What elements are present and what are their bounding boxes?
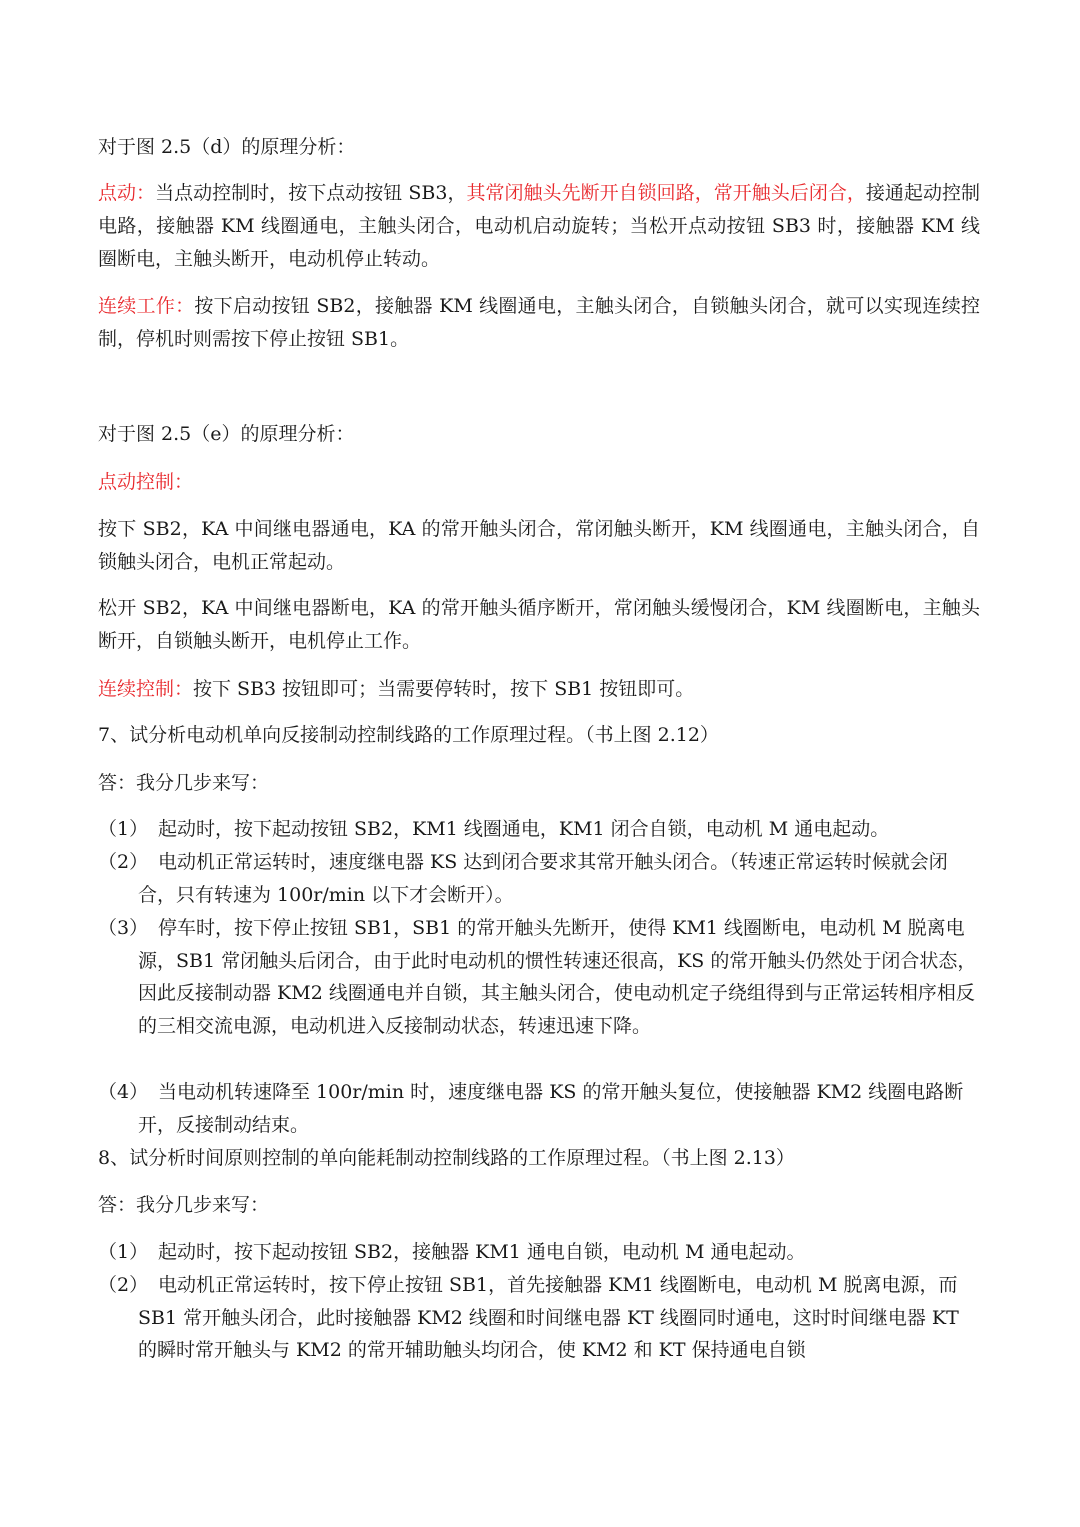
section-e-heading: 对于图 2.5（e）的原理分析： [98,423,355,445]
section-e-jog-label: 点动控制： [98,471,194,493]
section-d-heading: 对于图 2.5（d）的原理分析： [98,136,356,158]
section-e-paragraph-2: 松开 SB2，KA 中间继电器断电，KA 的常开触头循序断开，常闭触头缓慢闭合，KM 线圈断电，主触头断开，自锁触头断开，电机停止工作。 [98,597,980,652]
section-d-continuous-paragraph [98,290,980,356]
q8-step-2 [98,1269,980,1367]
answer-8-intro: 答：我分几步来写： [98,1194,270,1216]
step-text: 电动机正常运转时，速度继电器 KS 达到闭合要求其常开触头闭合。（转速正常运转时候就会闭合，只有转速为 100r/min 以下才会断开）。 [138,851,948,906]
step-text: 起动时，按下起动按钮 SB2，接触器 KM1 通电自锁，电动机 M 通电起动。 [158,1241,806,1263]
step-number: （3） [98,917,149,939]
step-text: 起动时，按下起动按钮 SB2，KM1 线圈通电，KM1 闭合自锁，电动机 M 通电起动。 [158,818,890,840]
step-number: （4） [98,1081,149,1103]
step-number: （2） [98,851,149,873]
jog-label: 点动： [98,182,156,204]
section-e-continuous-paragraph [98,673,980,706]
q8-step-1 [98,1236,980,1269]
q7-step-3 [98,912,980,1042]
jog-text-a: 当点动控制时，按下点动按钮 SB3， [155,182,467,204]
q7-step-2 [98,846,980,911]
q7-step-1 [98,813,980,846]
question-7: 7、试分析电动机单向反接制动控制线路的工作原理过程。（书上图 2.12） [98,724,719,746]
section-d-jog-paragraph [98,177,980,276]
section-e-continuous-text: 按下 SB3 按钮即可；当需要停转时，按下 SB1 按钮即可。 [193,678,695,700]
section-e-continuous-label: 连续控制： [98,678,194,700]
jog-text-highlight: 其常闭触头先断开自锁回路，常开触头后闭合， [466,182,866,204]
q7-step-4 [98,1076,980,1141]
jog-text-b: 接通起动控制电路，接触器 KM 线圈通电，主触头闭合，电动机启动旋转；当松开点动按钮 SB3 时，接触器 KM 线圈断电，主触头断开，电动机停止转动。 [98,182,980,270]
step-text: 停车时，按下停止按钮 SB1，SB1 的常开触头先断开，使得 KM1 线圈断电，电动机 M 脱离电源，SB1 常闭触头后闭合，由于此时电动机的惯性转速还很高，KS 的常开触头仍然处于闭合状态，因此反接制动器 KM2 线圈通电并自锁，其主触头闭合，使电动机定子绕组得到与正常运转相序相反的三相交流电源，电动机进入反接制动状态，转速迅速下降。 [138,917,977,1037]
step-text: 当电动机转速降至 100r/min 时，速度继电器 KS 的常开触头复位，使接触器 KM2 线圈电路断开，反接制动结束。 [138,1081,964,1136]
step-number: （1） [98,818,149,840]
continuous-label: 连续工作： [98,295,195,317]
continuous-text: 按下启动按钮 SB2，接触器 KM 线圈通电，主触头闭合，自锁触头闭合，就可以实现连续控制，停机时则需按下停止按钮 SB1。 [98,295,980,350]
section-e-paragraph-1: 按下 SB2，KA 中间继电器通电，KA 的常开触头闭合，常闭触头断开，KM 线圈通电，主触头闭合，自锁触头闭合，电机正常起动。 [98,518,980,573]
question-8: 8、试分析时间原则控制的单向能耗制动控制线路的工作原理过程。（书上图 2.13） [98,1147,795,1169]
answer-7-intro: 答：我分几步来写： [98,772,270,794]
step-number: （1） [98,1241,149,1263]
step-number: （2） [98,1274,149,1296]
step-text: 电动机正常运转时，按下停止按钮 SB1，首先接触器 KM1 线圈断电，电动机 M 脱离电源，而 SB1 常开触头闭合，此时接触器 KM2 线圈和时间继电器 KT 线圈同时通电，这时时间继电器 KT 的瞬时常开触头与 KM2 的常开辅助触头均闭合，使 KM2 和 KT 保持通电自锁 [138,1274,959,1361]
